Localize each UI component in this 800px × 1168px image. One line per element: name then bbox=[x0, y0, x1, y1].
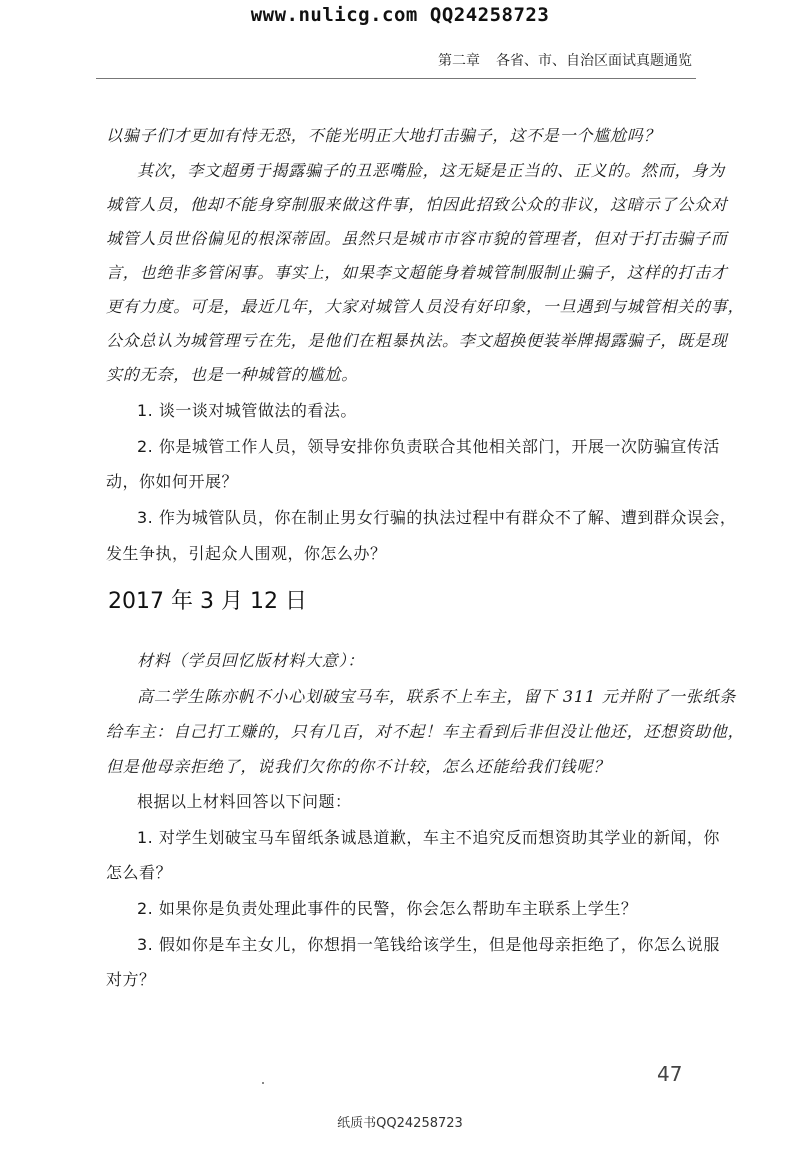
material-line: 实的无奈，也是一种城管的尴尬。 bbox=[106, 365, 359, 384]
question-line: 对方？ bbox=[106, 970, 156, 989]
material-line: 更有力度。可是，最近几年，大家对城管人员没有好印象，一旦遇到与城管相关的事， bbox=[106, 297, 745, 316]
question-line: 3. 作为城管队员，你在制止男女行骗的执法过程中有群众不了解、遭到群众误会， bbox=[137, 508, 737, 527]
bottom-watermark: 纸质书QQ24258723 bbox=[337, 1116, 463, 1131]
top-watermark bbox=[0, 4, 800, 26]
chapter-title: 各省、市、自治区面试真题通览 bbox=[496, 53, 692, 69]
watermark-qq: QQ24258723 bbox=[429, 4, 550, 26]
page-number: 47 bbox=[657, 1062, 683, 1086]
question-line: 1. 对学生划破宝马车留纸条诚恳道歉，车主不追究反而想资助其学业的新闻，你 bbox=[137, 828, 720, 847]
material-label: 材料（学员回忆版材料大意）： bbox=[137, 651, 365, 670]
date-heading: 2017 年 3 月 12 日 bbox=[108, 589, 307, 614]
material-line: 言，也绝非多管闲事。事实上，如果李文超能身着城管制服制止骗子，这样的打击才 bbox=[106, 263, 728, 282]
chapter-number: 第二章 bbox=[438, 53, 480, 69]
question-line: 发生争执，引起众人围观，你怎么办？ bbox=[106, 544, 387, 563]
question-line: 动，你如何开展？ bbox=[106, 472, 239, 491]
questions-prompt: 根据以上材料回答以下问题： bbox=[137, 792, 352, 811]
question-line: 2. 你是城管工作人员，领导安排你负责联合其他相关部门，开展一次防骗宣传活 bbox=[137, 437, 720, 456]
material-line: 城管人员世俗偏见的根深蒂固。虽然只是城市市容市貌的管理者，但对于打击骗子而 bbox=[106, 229, 728, 248]
material-line: 其次，李文超勇于揭露骗子的丑恶嘴脸，这无疑是正当的、正义的。然而，身为 bbox=[137, 161, 726, 180]
question-line: 3. 假如你是车主女儿，你想捐一笔钱给该学生，但是他母亲拒绝了，你怎么说服 bbox=[137, 935, 720, 954]
material-line: 公众总认为城管理亏在先，是他们在粗暴执法。李文超换便装举牌揭露骗子，既是现 bbox=[106, 331, 728, 350]
question-line: 2. 如果你是负责处理此事件的民警，你会怎么帮助车主联系上学生？ bbox=[137, 899, 638, 918]
question-line: 怎么看？ bbox=[106, 863, 173, 882]
scan-speck bbox=[262, 1082, 264, 1084]
watermark-site: www.nulicg.com bbox=[250, 4, 418, 26]
material-line: 高二学生陈亦帆不小心划破宝马车，联系不上车主，留下 311 元并附了一张纸条 bbox=[137, 687, 737, 706]
material-line: 但是他母亲拒绝了，说我们欠你的你不计较，怎么还能给我们钱呢？ bbox=[106, 757, 611, 776]
chapter-header bbox=[438, 50, 692, 70]
material-line: 以骗子们才更加有恃无恐，不能光明正大地打击骗子，这不是一个尴尬吗？ bbox=[106, 126, 661, 145]
question-line: 1. 谈一谈对城管做法的看法。 bbox=[137, 401, 357, 420]
material-line: 给车主：自己打工赚的，只有几百，对不起！车主看到后非但没让他还，还想资助他， bbox=[106, 722, 745, 741]
header-rule bbox=[96, 78, 696, 79]
material-line: 城管人员，他却不能身穿制服来做这件事，怕因此招致公众的非议，这暗示了公众对 bbox=[106, 195, 728, 214]
